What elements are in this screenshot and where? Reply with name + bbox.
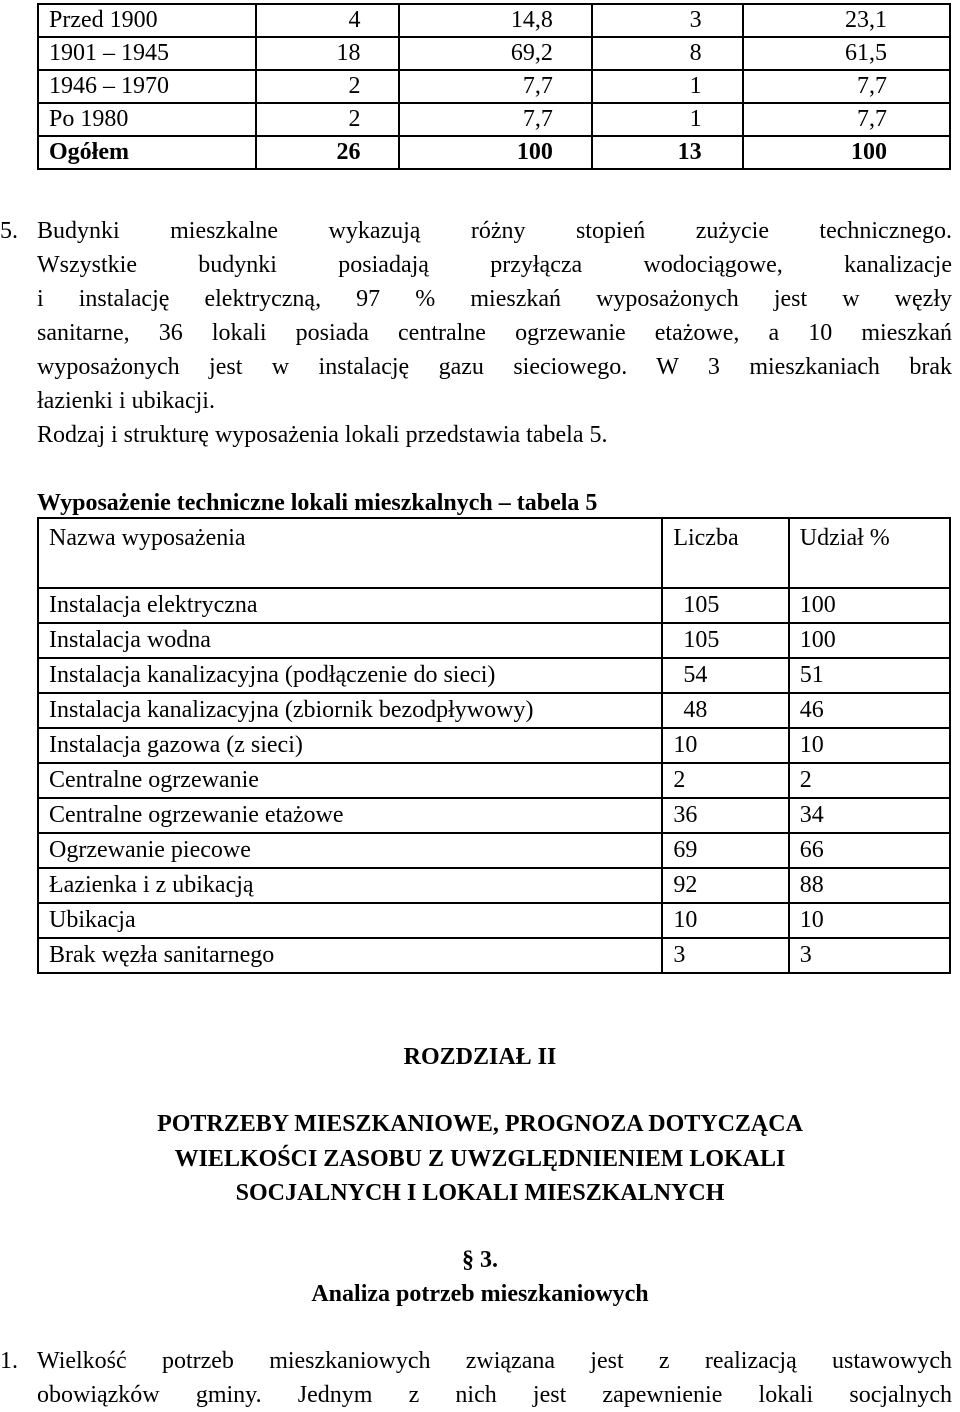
value-cell: 69,2 [399, 37, 591, 70]
value-cell: 1 [592, 70, 743, 103]
period-cell: Ogółem [38, 136, 256, 169]
value-cell: 8 [592, 37, 743, 70]
equipment-count: 54 [662, 658, 788, 693]
value-cell: 7,7 [743, 70, 950, 103]
equipment-count: 10 [662, 728, 788, 763]
equipment-share: 10 [789, 903, 950, 938]
table-row [38, 623, 950, 658]
section-number: 1. [0, 1348, 18, 1374]
value-cell: 61,5 [743, 37, 950, 70]
equipment-share: 10 [789, 728, 950, 763]
table-row [38, 37, 950, 70]
equipment-table [37, 517, 951, 974]
table-row [38, 903, 950, 938]
equipment-share: 3 [789, 938, 950, 973]
equipment-share: 51 [789, 658, 950, 693]
value-cell: 23,1 [743, 4, 950, 37]
equipment-count: 36 [662, 798, 788, 833]
equipment-name: Łazienka i z ubikacją [38, 868, 662, 903]
section-1-paragraph [37, 1344, 952, 1412]
paragraph-title: Analiza potrzeb mieszkaniowych [311, 1281, 649, 1307]
table-row [38, 103, 950, 136]
table-row [38, 833, 950, 868]
section-5-paragraph [37, 214, 952, 418]
period-cell: Przed 1900 [38, 4, 256, 37]
paragraph-line: Budynki mieszkalne wykazują różny stopień zużycie technicznego. [37, 218, 952, 244]
paragraph-number: § 3. [462, 1247, 498, 1273]
equipment-share: 46 [789, 693, 950, 728]
value-cell: 1 [592, 103, 743, 136]
value-cell: 100 [399, 136, 591, 169]
equipment-count: 48 [662, 693, 788, 728]
period-cell: 1946 – 1970 [38, 70, 256, 103]
equipment-count: 69 [662, 833, 788, 868]
value-cell: 2 [256, 70, 399, 103]
equipment-share: 100 [789, 623, 950, 658]
paragraph-line: i instalację elektryczną, 97 % mieszkań wyposażonych jest w węzły [37, 286, 952, 312]
equipment-name: Instalacja wodna [38, 623, 662, 658]
equipment-count: 3 [662, 938, 788, 973]
equipment-name: Ogrzewanie piecowe [38, 833, 662, 868]
table-row [38, 4, 950, 37]
equipment-name: Centralne ogrzewanie etażowe [38, 798, 662, 833]
paragraph-line: Wszystkie budynki posiadają przyłącza wodociągowe, kanalizacje [37, 252, 952, 278]
paragraph-line: obowiązków gminy. Jednym z nich jest zapewnienie lokali socjalnych [37, 1382, 952, 1408]
section-number: 5. [0, 218, 18, 244]
table-row [38, 693, 950, 728]
equipment-name: Centralne ogrzewanie [38, 763, 662, 798]
equipment-count: 105 [662, 588, 788, 623]
equipment-share: 88 [789, 868, 950, 903]
equipment-count: 105 [662, 623, 788, 658]
table-row [38, 658, 950, 693]
table-reference-text: Rodzaj i strukturę wyposażenia lokali przedstawia tabela 5. [37, 422, 608, 448]
paragraph-line: wyposażonych jest w instalację gazu sieciowego. W 3 mieszkaniach brak [37, 354, 952, 380]
equipment-count: 2 [662, 763, 788, 798]
period-cell: 1901 – 1945 [38, 37, 256, 70]
period-cell: Po 1980 [38, 103, 256, 136]
value-cell: 13 [592, 136, 743, 169]
header-name: Nazwa wyposażenia [38, 518, 662, 588]
table-row-total [38, 136, 950, 169]
table-row [38, 938, 950, 973]
equipment-name: Instalacja kanalizacyjna (podłączenie do sieci) [38, 658, 662, 693]
chapter-subtitle-line: POTRZEBY MIESZKANIOWE, PROGNOZA DOTYCZĄCA [157, 1111, 803, 1137]
value-cell: 26 [256, 136, 399, 169]
table-5-title: Wyposażenie techniczne lokali mieszkalnych – tabela 5 [37, 490, 598, 516]
table-row [38, 763, 950, 798]
chapter-title: ROZDZIAŁ II [403, 1044, 557, 1070]
chapter-subtitle-line: SOCJALNYCH I LOKALI MIESZKALNYCH [235, 1180, 725, 1206]
table-row [38, 728, 950, 763]
value-cell: 18 [256, 37, 399, 70]
equipment-share: 66 [789, 833, 950, 868]
value-cell: 7,7 [399, 70, 591, 103]
chapter-subtitle-line: WIELKOŚCI ZASOBU Z UWZGLĘDNIENIEM LOKALI [174, 1145, 786, 1172]
value-cell: 7,7 [399, 103, 591, 136]
equipment-name: Instalacja gazowa (z sieci) [38, 728, 662, 763]
equipment-count: 92 [662, 868, 788, 903]
table-header-row [38, 518, 950, 588]
equipment-name: Instalacja kanalizacyjna (zbiornik bezodpływowy) [38, 693, 662, 728]
header-share: Udział % [789, 518, 950, 588]
value-cell: 14,8 [399, 4, 591, 37]
paragraph-line: sanitarne, 36 lokali posiada centralne ogrzewanie etażowe, a 10 mieszkań [37, 320, 952, 346]
paragraph-line: Wielkość potrzeb mieszkaniowych związana jest z realizacją ustawowych [37, 1348, 952, 1374]
value-cell: 7,7 [743, 103, 950, 136]
value-cell: 2 [256, 103, 399, 136]
table-row [38, 70, 950, 103]
header-count: Liczba [662, 518, 788, 588]
equipment-share: 2 [789, 763, 950, 798]
value-cell: 4 [256, 4, 399, 37]
buildings-age-table [37, 3, 951, 170]
equipment-name: Brak węzła sanitarnego [38, 938, 662, 973]
equipment-count: 10 [662, 903, 788, 938]
table-row [38, 588, 950, 623]
table-row [38, 798, 950, 833]
table-row [38, 868, 950, 903]
chapter-subtitle [0, 1107, 960, 1211]
value-cell: 3 [592, 4, 743, 37]
equipment-share: 34 [789, 798, 950, 833]
equipment-name: Ubikacja [38, 903, 662, 938]
equipment-name: Instalacja elektryczna [38, 588, 662, 623]
paragraph-line: łazienki i ubikacji. [37, 388, 215, 414]
value-cell: 100 [743, 136, 950, 169]
equipment-share: 100 [789, 588, 950, 623]
